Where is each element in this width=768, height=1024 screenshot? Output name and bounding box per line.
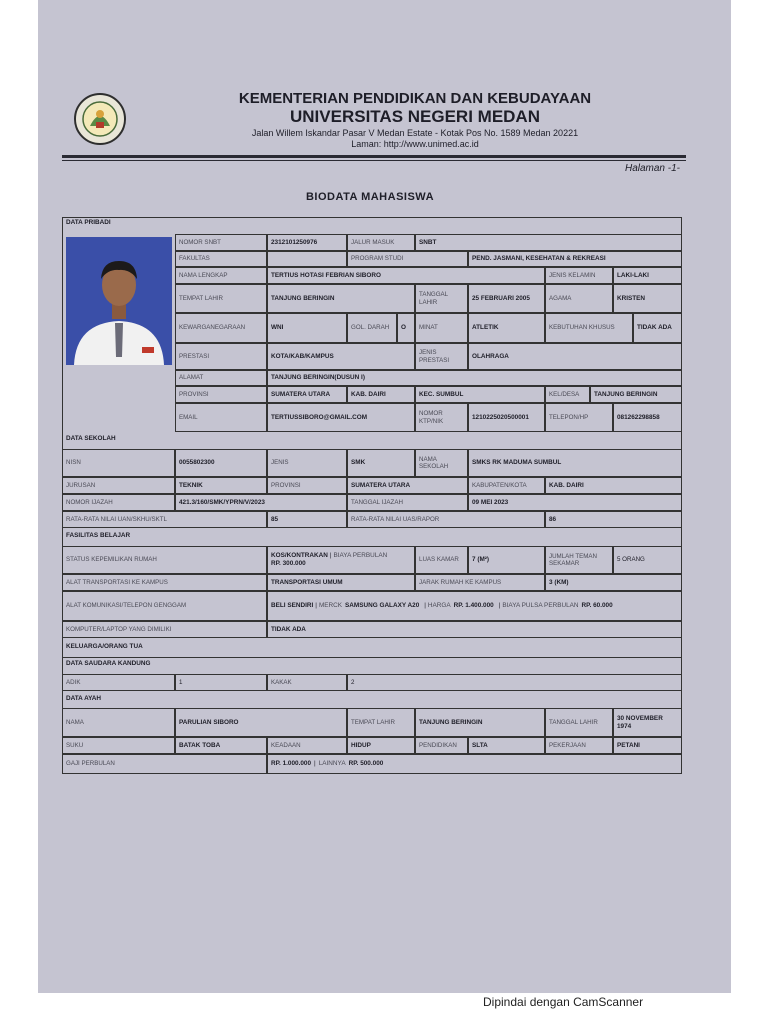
label-keadaan: KEADAAN (267, 737, 347, 754)
label-minat: MINAT (415, 313, 468, 343)
label-nomor-ktp: NOMOR KTP/NIK (415, 403, 468, 432)
label-nilai-uan: RATA-RATA NILAI UAN/SKHU/SKTL (62, 511, 267, 528)
value-kewarganegaraan: WNI (267, 313, 347, 343)
unimed-logo-icon (70, 92, 130, 146)
label-jarak-rumah: JARAK RUMAH KE KAMPUS (415, 574, 545, 591)
header-rule-thin (62, 160, 686, 161)
value-adik: 1 (175, 674, 267, 691)
label-agama: AGAMA (545, 284, 613, 313)
label-kewarganegaraan: KEWARGANEGARAAN (175, 313, 267, 343)
value-fakultas (267, 251, 347, 267)
value-jenis-prestasi: OLAHRAGA (468, 343, 682, 370)
value-nisn: 0055802300 (175, 449, 267, 477)
value-jarak-rumah: 3 (KM) (545, 574, 682, 591)
label-alat-komunikasi: ALAT KOMUNIKASI/TELEPON GENGGAM (62, 591, 267, 621)
label-gaji-perbulan: GAJI PERBULAN (62, 754, 267, 774)
value-nomor-ijazah: 421.3/160/SMK/YPRN/V/2023 (175, 494, 347, 511)
label-nilai-uas: RATA-RATA NILAI UAS/RAPOR (347, 511, 545, 528)
label-telepon: TELEPON/HP (545, 403, 613, 432)
value-lainnya: RP. 500.000 (348, 760, 384, 768)
label-jalur-masuk: JALUR MASUK (347, 234, 415, 251)
separator: | (329, 552, 332, 560)
value-nomor-snbt: 2312101250976 (267, 234, 347, 251)
value-kabupaten: KAB. DAIRI (347, 386, 415, 403)
label-harga: HARGA (427, 602, 451, 610)
value-jalur-masuk: SNBT (415, 234, 682, 251)
value-pendidikan: SLTA (468, 737, 545, 754)
section-data-pribadi: DATA PRIBADI (66, 219, 111, 226)
label-jurusan: JURUSAN (62, 477, 175, 494)
value-prestasi: KOTA/KAB/KAMPUS (267, 343, 415, 370)
label-status-rumah: STATUS KEPEMILIKAN RUMAH (62, 546, 267, 574)
value-nama-sekolah: SMKS RK MADUMA SUMBUL (468, 449, 682, 477)
value-harga: RP. 1.400.000 (453, 602, 494, 610)
section-saudara-kandung: DATA SAUDARA KANDUNG (62, 657, 682, 670)
value-biaya-pulsa: RP. 60.000 (581, 602, 613, 610)
section-fasilitas-belajar: FASILITAS BELAJAR (66, 532, 131, 539)
label-pekerjaan: PEKERJAAN (545, 737, 613, 754)
section-data-ayah: DATA AYAH (66, 695, 102, 702)
value-tanggal-lahir: 25 FEBRUARI 2005 (468, 284, 545, 313)
label-kabupaten-sekolah: KABUPATEN/KOTA (468, 477, 545, 494)
label-tempat-lahir: TEMPAT LAHIR (175, 284, 267, 313)
value-email: TERTIUSSIBORO@GMAIL.COM (267, 403, 415, 432)
label-biaya-perbulan: BIAYA PERBULAN (333, 552, 388, 560)
label-kebutuhan-khusus: KEBUTUHAN KHUSUS (545, 313, 633, 343)
label-lainnya: LAINNYA (318, 760, 346, 768)
university-website: Laman: http://www.unimed.ac.id (351, 139, 479, 149)
value-kel-desa: TANJUNG BERINGIN (590, 386, 682, 403)
value-merk: SAMSUNG GALAXY A20 (345, 602, 420, 610)
value-agama: KRISTEN (613, 284, 682, 313)
value-suku: BATAK TOBA (175, 737, 267, 754)
value-kebutuhan-khusus: TIDAK ADA (633, 313, 682, 343)
document-title: BIODATA MAHASISWA (305, 191, 435, 203)
value-luas-kamar: 7 (M²) (468, 546, 545, 574)
value-tempat-lahir: TANJUNG BERINGIN (267, 284, 415, 313)
label-biaya-pulsa: BIAYA PULSA PERBULAN (502, 602, 579, 610)
value-provinsi-sekolah: SUMATERA UTARA (347, 477, 468, 494)
value-nomor-ktp: 1210225020500001 (468, 403, 545, 432)
section-keluarga: KELUARGA/ORANG TUA (66, 643, 143, 650)
label-program-studi: PROGRAM STUDI (347, 251, 468, 267)
value-kepemilikan-hp: BELI SENDIRI (271, 602, 314, 610)
label-alamat: ALAMAT (175, 370, 267, 386)
university-address: Jalan Willem Iskandar Pasar V Medan Estate - Kotak Pos No. 1589 Medan 20221 (251, 128, 579, 138)
value-alat-komunikasi (267, 591, 682, 621)
label-merk: MERCK (318, 602, 343, 610)
value-gaji-perbulan (267, 754, 682, 774)
value-nilai-uan: 85 (267, 511, 347, 528)
separator: | (498, 602, 501, 610)
header-rule-thick (62, 155, 686, 158)
value-transportasi: TRANSPORTASI UMUM (267, 574, 415, 591)
label-tempat-lahir-ayah: TEMPAT LAHIR (347, 708, 415, 737)
value-provinsi: SUMATERA UTARA (267, 386, 347, 403)
label-pendidikan: PENDIDIKAN (415, 737, 468, 754)
value-tanggal-ijazah: 09 MEI 2023 (468, 494, 682, 511)
value-minat: ATLETIK (468, 313, 545, 343)
separator: | (424, 602, 426, 610)
separator: | (314, 760, 316, 768)
label-email: EMAIL (175, 403, 267, 432)
label-luas-kamar: LUAS KAMAR (415, 546, 468, 574)
label-jenis-kelamin: JENIS KELAMIN (545, 267, 613, 284)
value-gol-darah: O (397, 313, 415, 343)
label-transportasi: ALAT TRANSPORTASI KE KAMPUS (62, 574, 267, 591)
label-komputer: KOMPUTER/LAPTOP YANG DIMILIKI (62, 621, 267, 638)
label-tanggal-lahir-ayah: TANGGAL LAHIR (545, 708, 613, 737)
value-biaya-perbulan: RP. 300.000 (271, 560, 306, 567)
label-nama-sekolah: NAMA SEKOLAH (415, 449, 468, 477)
label-kakak: KAKAK (267, 674, 347, 691)
value-tempat-lahir-ayah: TANJUNG BERINGIN (415, 708, 545, 737)
value-program-studi: PEND. JASMANI, KESEHATAN & REKREASI (468, 251, 682, 267)
value-jenis-kelamin: LAKI-LAKI (613, 267, 682, 284)
label-nomor-snbt: NOMOR SNBT (175, 234, 267, 251)
label-jenis-prestasi: JENIS PRESTASI (415, 343, 468, 370)
ministry-heading: KEMENTERIAN PENDIDIKAN DAN KEBUDAYAAN (238, 90, 592, 107)
value-nama-lengkap: TERTIUS HOTASI FEBRIAN SIBORO (267, 267, 545, 284)
value-pekerjaan: PETANI (613, 737, 682, 754)
value-jurusan: TEKNIK (175, 477, 267, 494)
value-nilai-uas: 86 (545, 511, 682, 528)
label-fakultas: FAKULTAS (175, 251, 267, 267)
label-provinsi: PROVINSI (175, 386, 267, 403)
value-nama-ayah: PARULIAN SIBORO (175, 708, 347, 737)
page-number: Halaman -1- (624, 163, 680, 174)
label-nisn: NISN (62, 449, 175, 477)
value-gaji: RP. 1.000.000 (271, 760, 312, 768)
value-teman-sekamar: 5 ORANG (613, 546, 682, 574)
value-telepon: 081262298858 (613, 403, 682, 432)
value-komputer: TIDAK ADA (267, 621, 682, 638)
label-provinsi-sekolah: PROVINSI (267, 477, 347, 494)
value-status-kepemilikan: KOS/KONTRAKAN (271, 552, 328, 560)
label-nama-lengkap: NAMA LENGKAP (175, 267, 267, 284)
label-adik: ADIK (62, 674, 175, 691)
value-keadaan: HIDUP (347, 737, 415, 754)
label-tanggal-lahir: TANGGAL LAHIR (415, 284, 468, 313)
student-photo (66, 237, 172, 365)
label-nama-ayah: NAMA (62, 708, 175, 737)
label-teman-sekamar: JUMLAH TEMAN SEKAMAR (545, 546, 613, 574)
value-kabupaten-sekolah: KAB. DAIRI (545, 477, 682, 494)
label-tanggal-ijazah: TANGGAL IJAZAH (347, 494, 468, 511)
label-jenis-sekolah: JENIS (267, 449, 347, 477)
label-kel-desa: KEL/DESA (545, 386, 590, 403)
label-gol-darah: GOL. DARAH (347, 313, 397, 343)
value-kakak: 2 (347, 674, 682, 691)
university-heading: UNIVERSITAS NEGERI MEDAN (290, 107, 540, 126)
separator: | (315, 602, 317, 610)
value-status-rumah (267, 546, 415, 574)
value-tanggal-lahir-ayah: 30 NOVEMBER 1974 (613, 708, 682, 737)
label-prestasi: PRESTASI (175, 343, 267, 370)
value-jenis-sekolah: SMK (347, 449, 415, 477)
section-data-sekolah: DATA SEKOLAH (66, 435, 116, 442)
label-suku: SUKU (62, 737, 175, 754)
value-kecamatan: KEC. SUMBUL (415, 386, 545, 403)
value-alamat: TANJUNG BERINGIN(DUSUN I) (267, 370, 682, 386)
camscanner-watermark: Dipindai dengan CamScanner (483, 995, 644, 1009)
label-nomor-ijazah: NOMOR IJAZAH (62, 494, 175, 511)
